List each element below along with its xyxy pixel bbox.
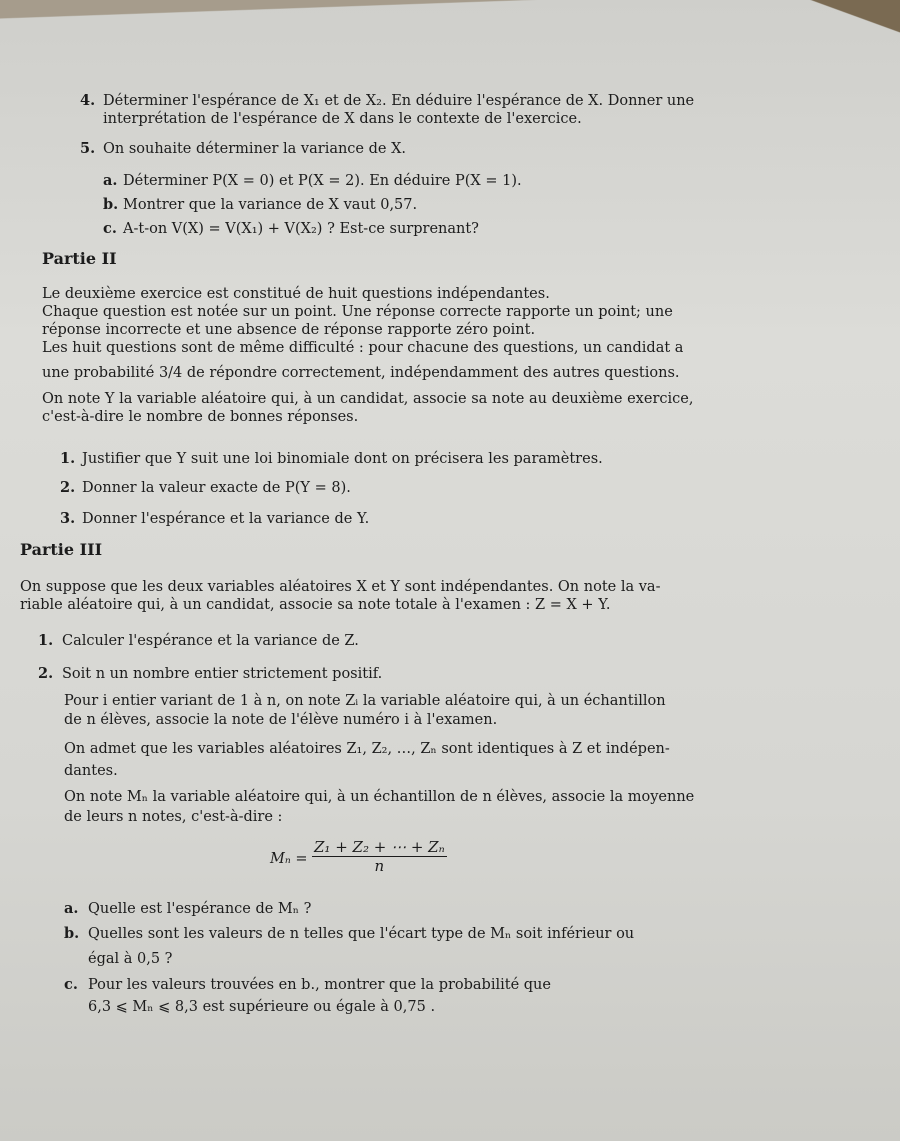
q5-item-text: Montrer que la variance de X vaut 0,57. xyxy=(123,197,418,213)
part3-q1-number: 1. xyxy=(38,632,54,649)
part2-q-number: 3. xyxy=(60,510,76,527)
q4-line: interprétation de l'espérance de X dans le contexte de l'exercice. xyxy=(103,111,582,127)
q4-number: 4. xyxy=(80,92,96,109)
part3-item-label: b. xyxy=(64,925,80,942)
part3-item-line: Quelle est l'espérance de Mₙ ? xyxy=(88,901,312,917)
part3-q2-p1-line: Pour i entier variant de 1 à n, on note Zᵢ la variable aléatoire qui, à un échantillon xyxy=(64,693,666,709)
background-edge xyxy=(0,0,900,40)
part2-paragraph-line: réponse incorrecte et une absence de réponse rapporte zéro point. xyxy=(42,322,536,338)
part3-item-label: a. xyxy=(64,900,79,917)
part2-paragraph-line: c'est-à-dire le nombre de bonnes réponses. xyxy=(42,409,359,425)
formula-fraction xyxy=(312,838,447,875)
background-corner xyxy=(780,0,900,40)
part2-q-text: Justifier que Y suit une loi binomiale dont on précisera les paramètres. xyxy=(82,451,603,467)
part3-q2-p2-line: On admet que les variables aléatoires Z₁, Z₂, …, Zₙ sont identiques à Z et indépen- xyxy=(64,741,670,757)
formula-numerator: Z₁ + Z₂ + ⋯ + Zₙ xyxy=(314,838,445,856)
q5-text: On souhaite déterminer la variance de X. xyxy=(103,141,407,157)
part2-paragraph-line: Le deuxième exercice est constitué de huit questions indépendantes. xyxy=(42,286,550,302)
part3-item-line: Quelles sont les valeurs de n telles que l'écart type de Mₙ soit inférieur ou xyxy=(88,926,635,942)
q5-item-label: b. xyxy=(103,196,119,213)
part3-intro-line: riable aléatoire qui, à un candidat, associe sa note totale à l'examen : Z = X + Y. xyxy=(20,597,611,613)
q5-item-text: Déterminer P(X = 0) et P(X = 2). En déduire P(X = 1). xyxy=(123,173,522,189)
part2-paragraph-line: Chaque question est notée sur un point. Une réponse correcte rapporte un point; une xyxy=(42,304,673,320)
part3-q2-text: Soit n un nombre entier strictement positif. xyxy=(62,666,383,682)
part2-paragraph-line: Les huit questions sont de même difficulté : pour chacune des questions, un candidat a xyxy=(42,340,684,356)
part3-intro-line: On suppose que les deux variables aléatoires X et Y sont indépendantes. On note la va- xyxy=(20,579,661,595)
formula-denominator: n xyxy=(374,857,385,875)
part3-q2-p3-line: On note Mₙ la variable aléatoire qui, à un échantillon de n élèves, associe la moyenne xyxy=(64,789,695,805)
part2-title: Partie II xyxy=(42,249,117,268)
part2-q-number: 2. xyxy=(60,479,76,496)
part3-q2-p2-line: dantes. xyxy=(64,763,118,779)
part3-q2-p1-line: de n élèves, associe la note de l'élève numéro i à l'examen. xyxy=(64,712,498,728)
part3-q1-text: Calculer l'espérance et la variance de Z. xyxy=(62,633,359,649)
part3-item-line: 6,3 ⩽ Mₙ ⩽ 8,3 est supérieure ou égale à 0,75 . xyxy=(88,999,436,1015)
part2-q-number: 1. xyxy=(60,450,76,467)
part2-q-text: Donner la valeur exacte de P(Y = 8). xyxy=(82,480,351,496)
part3-q2-p3-line: de leurs n notes, c'est-à-dire : xyxy=(64,809,283,825)
q4-line: Déterminer l'espérance de X₁ et de X₂. En déduire l'espérance de X. Donner une xyxy=(103,93,695,109)
part2-paragraph-line: On note Y la variable aléatoire qui, à un candidat, associe sa note au deuxième exercice, xyxy=(42,391,694,407)
q5-item-text: A-t-on V(X) = V(X₁) + V(X₂) ? Est-ce surprenant? xyxy=(123,221,479,237)
part3-item-line: égal à 0,5 ? xyxy=(88,951,173,967)
q5-number: 5. xyxy=(80,140,96,157)
part2-paragraph-line: une probabilité 3/4 de répondre correctement, indépendamment des autres questions. xyxy=(42,365,680,381)
part3-item-line: Pour les valeurs trouvées en b., montrer que la probabilité que xyxy=(88,977,551,993)
part2-q-text: Donner l'espérance et la variance de Y. xyxy=(82,511,370,527)
part3-item-label: c. xyxy=(64,976,78,993)
q5-item-label: a. xyxy=(103,172,118,189)
formula-lhs: Mₙ = xyxy=(270,851,308,867)
q5-item-label: c. xyxy=(103,220,117,237)
part3-title: Partie III xyxy=(20,540,103,559)
part3-q2-number: 2. xyxy=(38,665,54,682)
